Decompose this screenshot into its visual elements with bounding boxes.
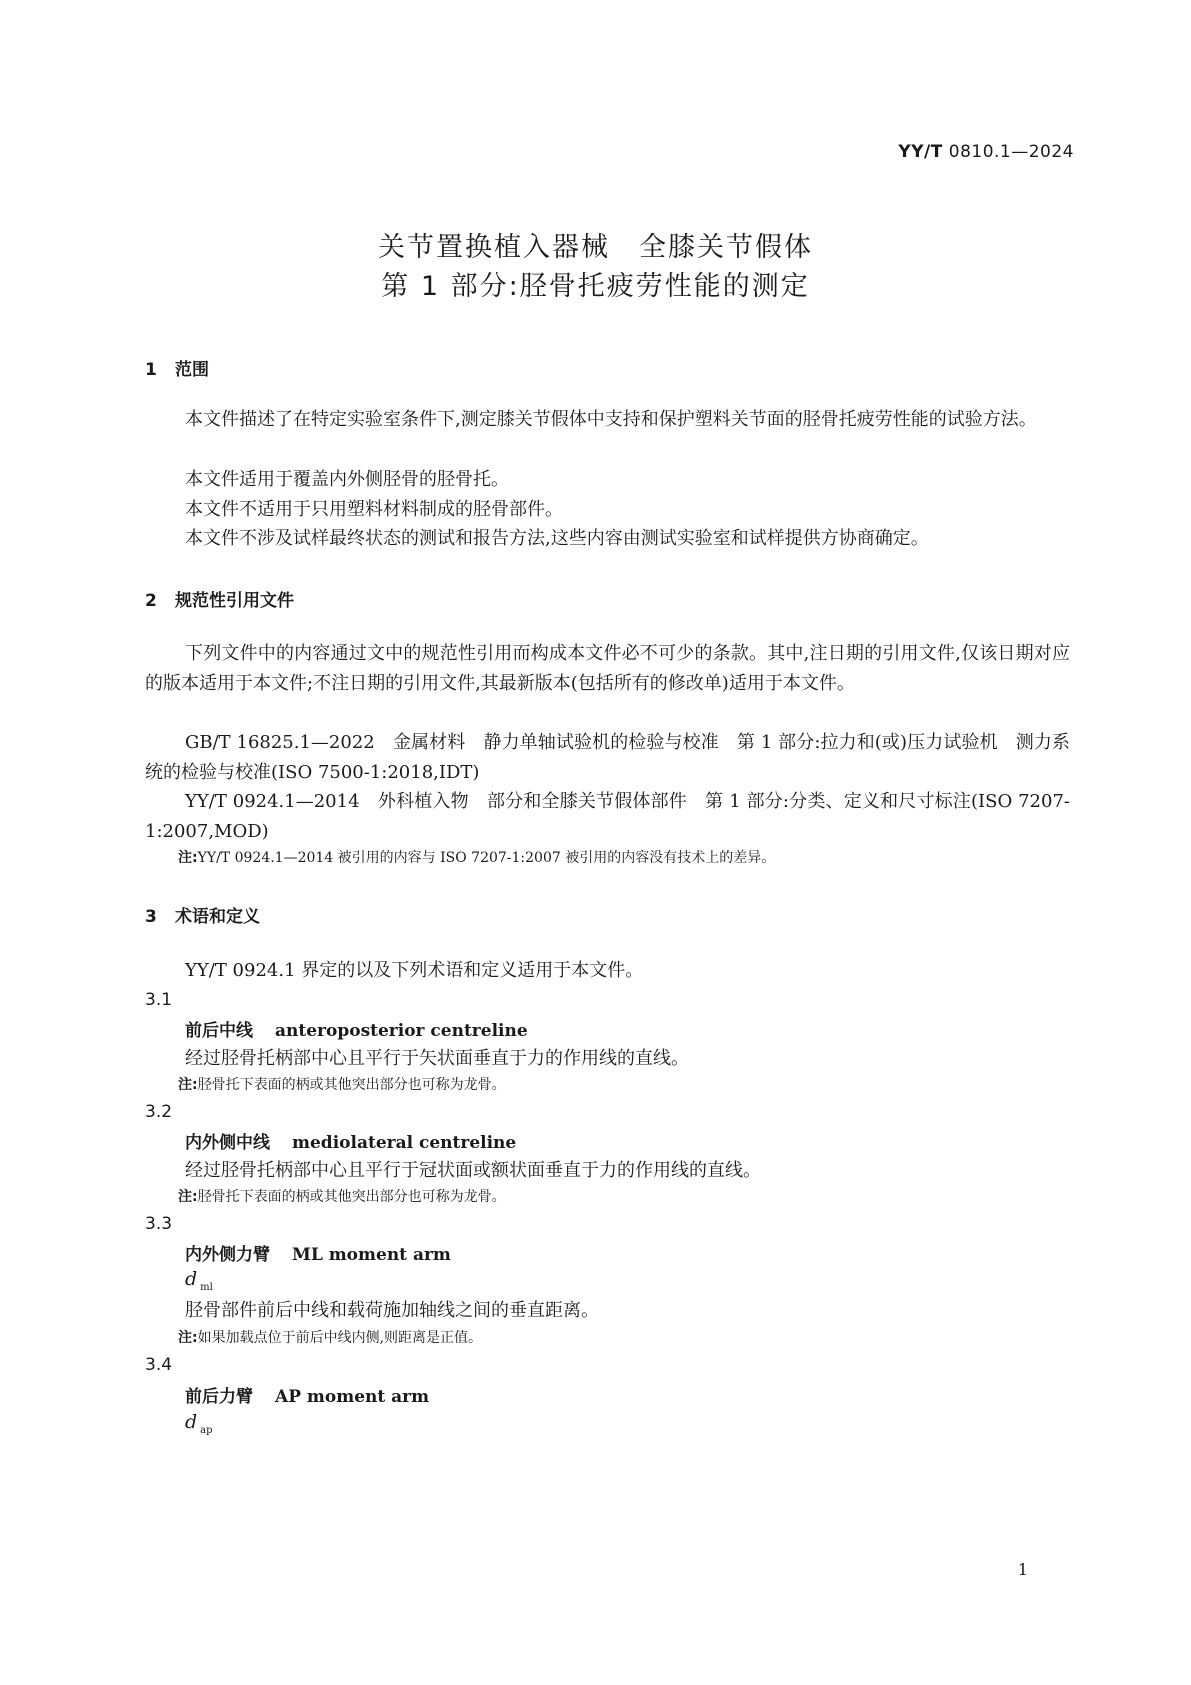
term-3-2-definition: 经过胫骨托柄部中心且平行于冠状面或额状面垂直于力的作用线的直线。: [185, 1160, 761, 1181]
term-3-1-zh: 前后中线: [185, 1021, 253, 1041]
document-title-line2: 第 1 部分:胫骨托疲劳性能的测定: [381, 271, 810, 302]
term-3-3-definition: 胫骨部件前后中线和载荷施加轴线之间的垂直距离。: [185, 1300, 599, 1321]
section-1-paragraph-2: 本文件适用于覆盖内外侧胫骨的胫骨托。: [185, 469, 509, 490]
note-label: 注:: [178, 1077, 198, 1093]
note-label: 注:: [178, 850, 198, 866]
section-3-title: 术语和定义: [175, 907, 260, 927]
term-3-1-number: 3.1: [145, 990, 173, 1010]
term-3-4-zh: 前后力臂: [185, 1387, 253, 1407]
document-title-line1: 关节置换植入器械 全膝关节假体: [378, 232, 813, 263]
term-3-3-note: [178, 1327, 482, 1347]
term-3-4-symbol: [185, 1411, 213, 1436]
symbol-letter: d: [185, 1411, 198, 1433]
term-3-2: [185, 1128, 516, 1153]
note-text: YY/T 0924.1—2014 被引用的内容与 ISO 7207-1:2007 被引用的内容没有技术上的差异。: [197, 850, 776, 866]
term-3-2-note: [178, 1186, 506, 1206]
term-3-2-number: 3.2: [145, 1102, 173, 1122]
term-3-1-en: anteroposterior centreline: [275, 1021, 528, 1041]
note-label: 注:: [178, 1330, 198, 1346]
section-1-number: 1: [145, 360, 157, 380]
section-2-intro: 下列文件中的内容通过文中的规范性引用而构成本文件必不可少的条款。其中,注日期的引用文件,仅该日期对应的版本适用于本文件;不注日期的引用文件,其最新版本(包括所有的修改单)适用于本文件。: [145, 643, 1070, 694]
term-3-3-zh: 内外侧力臂: [185, 1245, 270, 1265]
section-1-paragraph-3: 本文件不适用于只用塑料材料制成的胫骨部件。: [185, 499, 563, 520]
section-2-note: [178, 847, 775, 867]
standard-code-number: 0810.1—2024: [942, 142, 1074, 162]
section-1-paragraph-4: 本文件不涉及试样最终状态的测试和报告方法,这些内容由测试实验室和试样提供方协商确定。: [185, 528, 929, 549]
section-2-heading: [145, 586, 294, 611]
section-1-paragraph-1: 本文件描述了在特定实验室条件下,测定膝关节假体中支持和保护塑料关节面的胫骨托疲劳性能的试验方法。: [185, 409, 1037, 430]
symbol-letter: d: [185, 1268, 198, 1290]
term-3-1-note: [178, 1074, 506, 1094]
term-3-4-en: AP moment arm: [275, 1387, 430, 1407]
standard-code: [898, 142, 1074, 162]
note-text: 胫骨托下表面的柄或其他突出部分也可称为龙骨。: [197, 1189, 506, 1205]
symbol-subscript: ml: [200, 1281, 213, 1293]
term-3-4: [185, 1382, 429, 1407]
term-3-3-en: ML moment arm: [292, 1245, 451, 1265]
section-3-number: 3: [145, 907, 157, 927]
note-text: 胫骨托下表面的柄或其他突出部分也可称为龙骨。: [197, 1077, 506, 1093]
section-2-number: 2: [145, 591, 157, 611]
normative-reference-1: GB/T 16825.1—2022 金属材料 静力单轴试验机的检验与校准 第 1 部分:拉力和(或)压力试验机 测力系统的检验与校准(ISO 7500-1:2018,IDT): [145, 732, 1070, 783]
normative-reference-2: YY/T 0924.1—2014 外科植入物 部分和全膝关节假体部件 第 1 部分:分类、定义和尺寸标注(ISO 7207-1:2007,MOD): [145, 791, 1070, 842]
note-label: 注:: [178, 1189, 198, 1205]
term-3-1-definition: 经过胫骨托柄部中心且平行于矢状面垂直于力的作用线的直线。: [185, 1048, 689, 1069]
note-text: 如果加载点位于前后中线内侧,则距离是正值。: [197, 1330, 483, 1346]
term-3-3-symbol: [185, 1268, 213, 1293]
page-number: 1: [1017, 1560, 1028, 1579]
symbol-subscript: ap: [200, 1424, 213, 1436]
term-3-2-en: mediolateral centreline: [292, 1133, 517, 1153]
section-2-title: 规范性引用文件: [175, 591, 294, 611]
term-3-3: [185, 1240, 451, 1265]
term-3-2-zh: 内外侧中线: [185, 1133, 270, 1153]
term-3-3-number: 3.3: [145, 1214, 173, 1234]
standard-code-prefix: YY/T: [898, 142, 943, 162]
section-3-intro: YY/T 0924.1 界定的以及下列术语和定义适用于本文件。: [185, 960, 644, 981]
section-3-heading: [145, 902, 260, 927]
section-1-heading: [145, 355, 209, 380]
term-3-1: [185, 1016, 528, 1041]
term-3-4-number: 3.4: [145, 1355, 173, 1375]
section-1-title: 范围: [175, 360, 209, 380]
